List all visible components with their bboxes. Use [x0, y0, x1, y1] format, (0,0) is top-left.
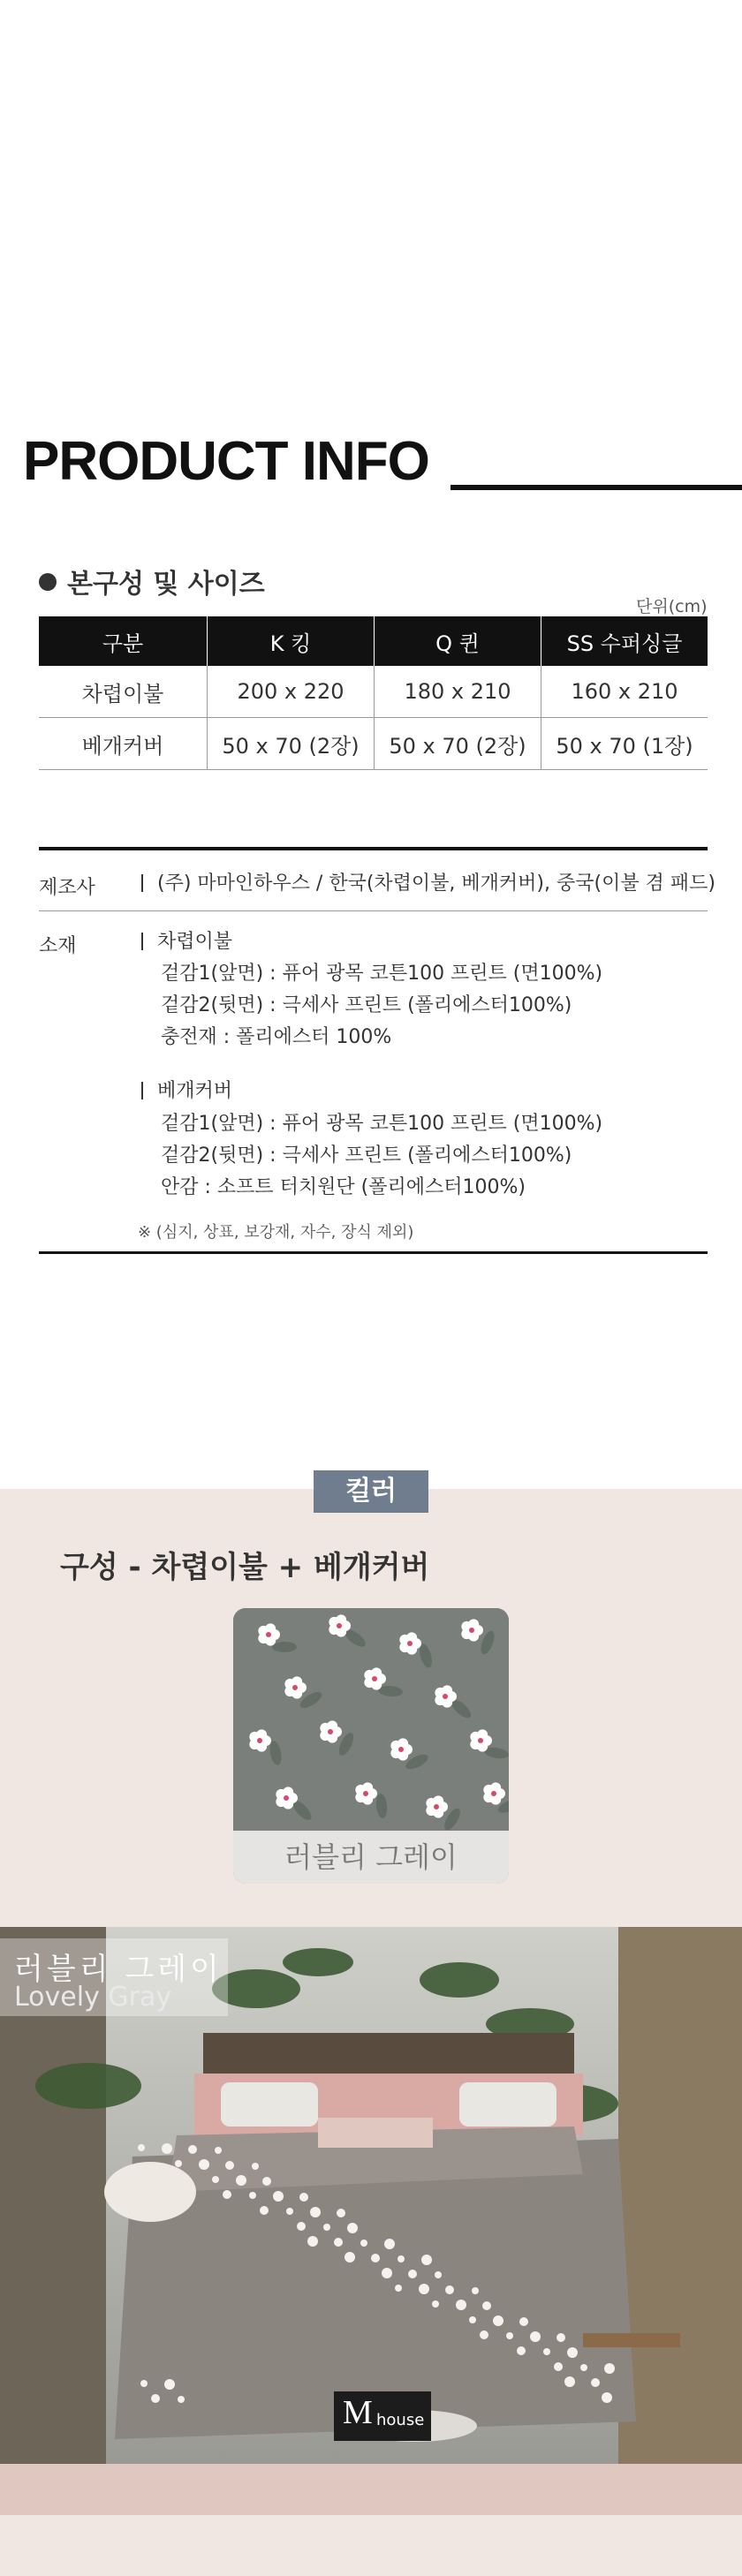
maker-value-row: [141, 874, 716, 894]
separator-bar: [141, 933, 143, 950]
brand-logo: [334, 2391, 431, 2441]
photo-color-name-ko: 러블리 그레이: [14, 1952, 223, 1987]
material-note: ※ (심지, 상표, 보강재, 자수, 장식 제외): [138, 1223, 414, 1242]
group1-title-row: [141, 933, 232, 952]
composition-text: 구성 - 차렵이불 + 베개커버: [60, 1550, 430, 1585]
bullet-dot-icon: [39, 573, 57, 591]
blossom-pattern-image: [233, 1608, 509, 1838]
table-cell: 차렵이불: [39, 666, 208, 718]
table-cell: 160 x 210: [541, 666, 708, 718]
photo-color-name-en: Lovely Gray: [14, 1982, 172, 2013]
details-bottom-rule: [39, 1251, 708, 1254]
table-row: [39, 718, 708, 770]
size-heading: [39, 562, 265, 601]
table-header-cell: Q 퀸: [375, 616, 541, 666]
material-line: 겉감2(뒷면) : 극세사 프린트 (폴리에스터100%): [161, 1144, 572, 1167]
unit-label: 단위(cm): [636, 597, 708, 616]
brand-logo-letter: M: [343, 2394, 373, 2431]
color-badge: 컬러: [314, 1470, 428, 1513]
maker-label: 제조사: [39, 877, 95, 899]
material-line: 안감 : 소프트 터치원단 (폴리에스터100%): [161, 1176, 526, 1198]
material-line: 겉감2(뒷면) : 극세사 프린트 (폴리에스터100%): [161, 994, 572, 1016]
table-cell: 200 x 220: [208, 666, 375, 718]
bottom-band: [0, 2464, 742, 2515]
table-cell: 180 x 210: [375, 666, 541, 718]
brand-logo-name: house: [376, 2411, 425, 2429]
group1-title: 차렵이불: [157, 931, 233, 953]
table-header-cell: SS 수퍼싱글: [541, 616, 708, 666]
details-top-rule: [39, 847, 708, 850]
table-cell: 50 x 70 (2장): [375, 718, 541, 770]
product-info-title: PRODUCT INFO: [23, 431, 429, 492]
separator-bar: [141, 874, 143, 892]
table-cell: 50 x 70 (1장): [541, 718, 708, 770]
swatch-caption: 러블리 그레이: [233, 1831, 509, 1884]
material-line: 충전재 : 폴리에스터 100%: [161, 1026, 392, 1048]
group2-title: 베개커버: [157, 1080, 233, 1102]
table-header-cell: 구분: [39, 616, 208, 666]
title-rule: [450, 485, 742, 490]
details-mid-rule: [39, 910, 708, 911]
table-cell: 베개커버: [39, 718, 208, 770]
table-header-cell: K 킹: [208, 616, 375, 666]
table-row: [39, 666, 708, 718]
material-label: 소재: [39, 935, 77, 957]
size-table: [39, 616, 708, 770]
maker-value: (주) 마마인하우스 / 한국(차렵이불, 베개커버), 중국(이불 겸 패드): [157, 873, 716, 895]
table-cell: 50 x 70 (2장): [208, 718, 375, 770]
group2-title-row: [141, 1082, 232, 1101]
material-line: 겉감1(앞면) : 퓨어 광목 코튼100 프린트 (면100%): [161, 963, 603, 985]
table-header-row: [39, 616, 708, 666]
material-line: 겉감1(앞면) : 퓨어 광목 코튼100 프린트 (면100%): [161, 1113, 603, 1135]
size-heading-text: 본구성 및 사이즈: [67, 569, 265, 600]
separator-bar: [141, 1082, 143, 1099]
